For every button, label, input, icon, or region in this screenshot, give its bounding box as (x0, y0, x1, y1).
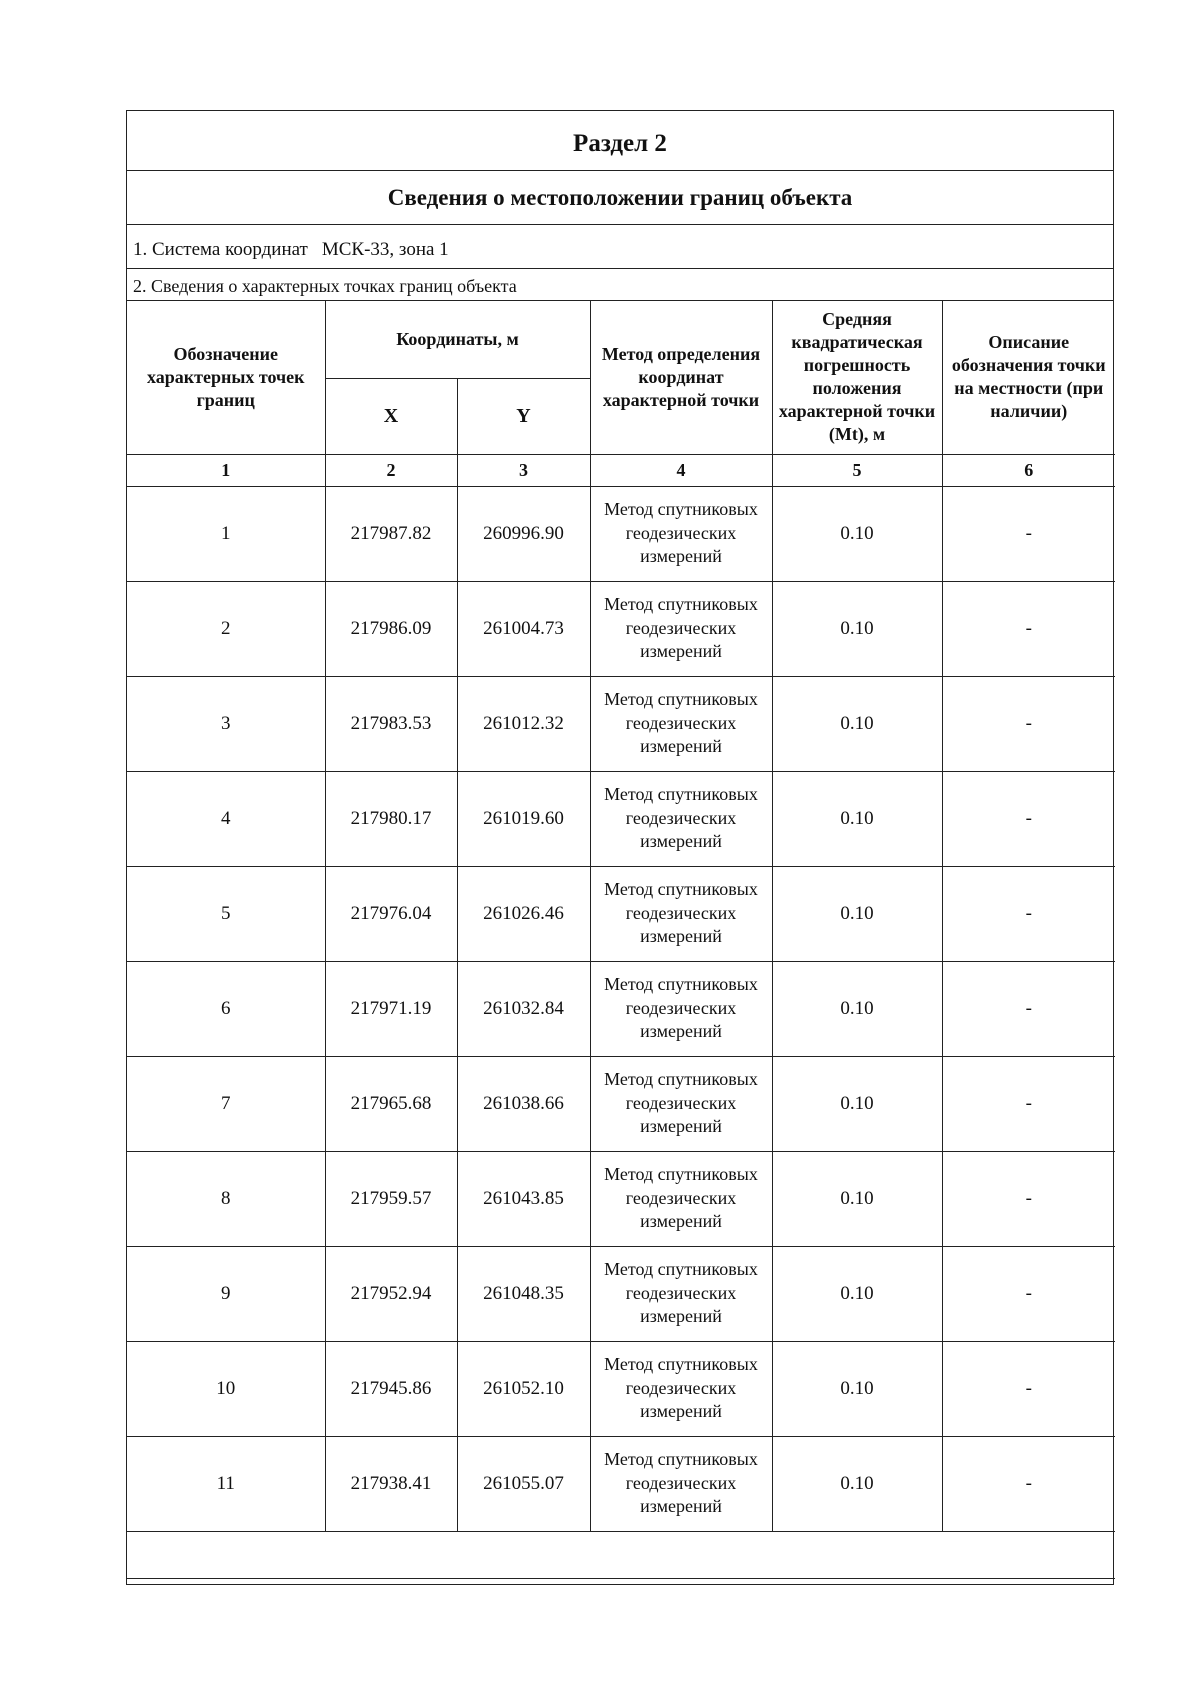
description: - (942, 486, 1115, 581)
coordinate-y: 261004.73 (457, 581, 590, 676)
description: - (942, 1151, 1115, 1246)
coordinate-x: 217983.53 (325, 676, 457, 771)
point-number: 5 (127, 866, 325, 961)
section-title: Раздел 2 (127, 111, 1113, 171)
coordinate-x: 217980.17 (325, 771, 457, 866)
header-description: Описание обозначения точки на местности (при наличии) (942, 301, 1115, 454)
table-row (127, 1341, 1115, 1436)
point-number: 8 (127, 1151, 325, 1246)
point-number: 6 (127, 961, 325, 1056)
description: - (942, 1246, 1115, 1341)
coordinate-y: 261055.07 (457, 1436, 590, 1531)
method: Метод спутниковых геодезических измерений (590, 1436, 772, 1531)
column-numbers-row (127, 454, 1115, 486)
mt-error: 0.10 (772, 961, 942, 1056)
header-designation: Обозначение характерных точек границ (127, 301, 325, 454)
point-number: 10 (127, 1341, 325, 1436)
mt-error: 0.10 (772, 1246, 942, 1341)
coordinate-x: 217959.57 (325, 1151, 457, 1246)
boundary-points-table (127, 301, 1115, 1579)
coordinate-system-line (127, 225, 1113, 269)
point-number: 3 (127, 676, 325, 771)
method: Метод спутниковых геодезических измерений (590, 1341, 772, 1436)
coordinate-y: 260996.90 (457, 486, 590, 581)
method: Метод спутниковых геодезических измерений (590, 1151, 772, 1246)
method: Метод спутниковых геодезических измерений (590, 771, 772, 866)
header-error: Средняя квадратическая погрешность положения характерной точки (Mt), м (772, 301, 942, 454)
empty-cell (127, 1531, 1115, 1578)
table-row (127, 961, 1115, 1056)
column-number: 3 (457, 454, 590, 486)
mt-error: 0.10 (772, 1056, 942, 1151)
point-number: 4 (127, 771, 325, 866)
mt-error: 0.10 (772, 1436, 942, 1531)
mt-error: 0.10 (772, 1151, 942, 1246)
method: Метод спутниковых геодезических измерений (590, 961, 772, 1056)
coordinate-x: 217971.19 (325, 961, 457, 1056)
column-number: 1 (127, 454, 325, 486)
document-frame (126, 110, 1114, 1585)
table-row (127, 581, 1115, 676)
header-method: Метод определения координат характерной точки (590, 301, 772, 454)
method: Метод спутниковых геодезических измерений (590, 866, 772, 961)
coordinate-x: 217952.94 (325, 1246, 457, 1341)
table-row (127, 866, 1115, 961)
column-number: 4 (590, 454, 772, 486)
coordinate-y: 261043.85 (457, 1151, 590, 1246)
mt-error: 0.10 (772, 581, 942, 676)
coordinate-x: 217986.09 (325, 581, 457, 676)
method: Метод спутниковых геодезических измерений (590, 486, 772, 581)
description: - (942, 961, 1115, 1056)
mt-error: 0.10 (772, 866, 942, 961)
coordinate-y: 261052.10 (457, 1341, 590, 1436)
coordinate-x: 217987.82 (325, 486, 457, 581)
point-number: 11 (127, 1436, 325, 1531)
column-number: 6 (942, 454, 1115, 486)
mt-error: 0.10 (772, 676, 942, 771)
mt-error: 0.10 (772, 1341, 942, 1436)
point-number: 1 (127, 486, 325, 581)
section-subtitle: Сведения о местоположении границ объекта (127, 171, 1113, 225)
method: Метод спутниковых геодезических измерений (590, 1056, 772, 1151)
empty-row (127, 1531, 1115, 1578)
column-number: 5 (772, 454, 942, 486)
table-header-row (127, 301, 1115, 378)
mt-error: 0.10 (772, 771, 942, 866)
table-row (127, 486, 1115, 581)
column-number: 2 (325, 454, 457, 486)
coordinate-system-value: МСК-33, зона 1 (321, 239, 449, 260)
points-heading: 2. Сведения о характерных точках границ объекта (127, 269, 1113, 301)
description: - (942, 1056, 1115, 1151)
table-row (127, 771, 1115, 866)
coordinate-y: 261048.35 (457, 1246, 590, 1341)
point-number: 7 (127, 1056, 325, 1151)
table-row (127, 1436, 1115, 1531)
coordinate-x: 217965.68 (325, 1056, 457, 1151)
coordinate-system-label: 1. Система координат (133, 239, 308, 260)
description: - (942, 866, 1115, 961)
point-number: 2 (127, 581, 325, 676)
coordinate-y: 261038.66 (457, 1056, 590, 1151)
header-x: X (325, 378, 457, 454)
coordinate-x: 217976.04 (325, 866, 457, 961)
description: - (942, 676, 1115, 771)
description: - (942, 1436, 1115, 1531)
method: Метод спутниковых геодезических измерений (590, 1246, 772, 1341)
point-number: 9 (127, 1246, 325, 1341)
table-row (127, 676, 1115, 771)
coordinate-x: 217945.86 (325, 1341, 457, 1436)
header-coordinates: Координаты, м (325, 301, 590, 378)
table-row (127, 1056, 1115, 1151)
header-y: Y (457, 378, 590, 454)
coordinate-y: 261032.84 (457, 961, 590, 1056)
coordinate-y: 261026.46 (457, 866, 590, 961)
description: - (942, 771, 1115, 866)
table-row (127, 1246, 1115, 1341)
coordinate-y: 261012.32 (457, 676, 590, 771)
method: Метод спутниковых геодезических измерений (590, 581, 772, 676)
table-row (127, 1151, 1115, 1246)
mt-error: 0.10 (772, 486, 942, 581)
description: - (942, 1341, 1115, 1436)
coordinate-y: 261019.60 (457, 771, 590, 866)
method: Метод спутниковых геодезических измерений (590, 676, 772, 771)
description: - (942, 581, 1115, 676)
coordinate-x: 217938.41 (325, 1436, 457, 1531)
